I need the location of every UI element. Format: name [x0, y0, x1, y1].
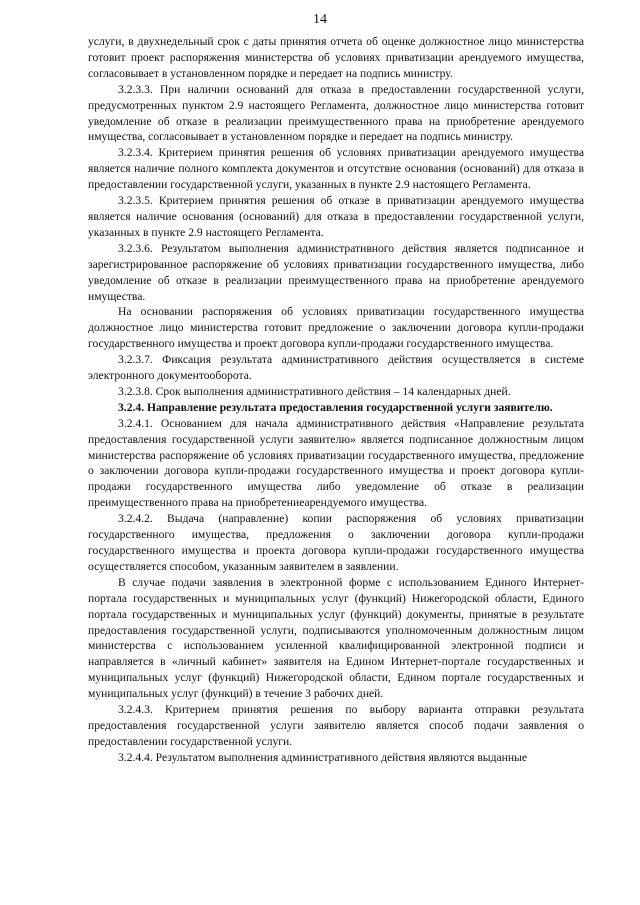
document-body: [88, 34, 584, 766]
paragraph-3-2-3-8: 3.2.3.8. Срок выполнения административного действия – 14 календарных дней.: [118, 384, 511, 398]
paragraph-3-2-4-1: 3.2.4.1. Основанием для начала административного действия «Направление результата предоставления государственной услуги заявителю» является подписанное должностным лицом министерства распоряжение об условиях приватизации государственного имущества, предложение о заключении договора купли-продажи государственного имущества и проект договора купли-продажи государственного имущества либо уведомление об отказе в реализации преимущественного права на приобретениеарендуемого имущества.: [88, 416, 584, 510]
paragraph-3-2-4-3: 3.2.4.3. Критерием принятия решения по выбору варианта отправки результата предоставления государственной услуги заявителю является способ подачи заявления о предоставлении государственной услуги.: [88, 703, 584, 748]
paragraph-basis-order: На основании распоряжения об условиях приватизации государственного имущества должностное лицо министерства готовит предложение о заключении договора купли-продажи государственного имущества и проект договора купли-продажи государственного имущества.: [88, 305, 584, 351]
paragraph-3-2-4-2: 3.2.4.2. Выдача (направление) копии распоряжения об условиях приватизации государственного имущества, предложения о заключении договора купли-продажи государственного имущества и проекта договора купли-продажи государственного имущества осуществляется способом, указанным заявителем в заявлении.: [88, 512, 584, 573]
paragraph-3-2-4-4: 3.2.4.4. Результатом выполнения административного действия являются выданные: [118, 750, 527, 764]
paragraph-3-2-3-6: 3.2.3.6. Результатом выполнения административного действия является подписанное и зарегистрированное распоряжение об условиях приватизации государственного имущества, либо уведомление об отказе в реализации преимущественного права на приобретение арендуемого имущества.: [88, 241, 584, 303]
paragraph-continuation: услуги, в двухнедельный срок с даты принятия отчета об оценке должностное лицо министерства готовит проект распоряжения министерства об условиях приватизации арендуемого имущества, согласовывает в установленном порядке и передает на подпись министру.: [88, 35, 584, 80]
paragraph-3-2-3-7: 3.2.3.7. Фиксация результата административного действия осуществляется в системе электронного документооборота.: [88, 353, 584, 383]
paragraph-3-2-3-5: 3.2.3.5. Критерием принятия решения об отказе в приватизации арендуемого имущества является наличие основания (оснований) для отказа в предоставлении государственной услуги, указанных в пункте 2.9 настоящего Регламента.: [88, 194, 584, 239]
section-heading-3-2-4: 3.2.4. Направление результата предоставления государственной услуги заявителю.: [118, 400, 553, 414]
paragraph-3-2-3-4: 3.2.3.4. Критерием принятия решения об условиях приватизации арендуемого имущества является наличие полного комплекта документов и отсутствие основания (оснований) для отказа в предоставлении государственной услуги, указанных в пункте 2.9 настоящего Регламента.: [88, 146, 584, 192]
paragraph-3-2-3-3: 3.2.3.3. При наличии оснований для отказа в предоставлении государственной услуги, предусмотренных пунктом 2.9 настоящего Регламента, должностное лицо министерства готовит уведомление об отказе в реализации преимущественного права на приобретение арендуемого имущества, согласовывает в установленном порядке и передает на подпись министру.: [88, 82, 584, 144]
page-number: 14: [313, 12, 327, 27]
paragraph-electronic-submission: В случае подачи заявления в электронной форме с использованием Единого Интернет-портала государственных и муниципальных услуг (функций) Нижегородской области, Единого портала государственных и муниципальных услуг (функций) документы, принятые в результате предоставления государственной услуги, подписываются уполномоченным должностным лицом министерства с использованием усиленной квалифицированной электронной подписи и направляется в «личный кабинет» заявителя на Едином Интернет-портале государственных и муниципальных услуг (функций) Нижегородской области, Едином портале государственных и муниципальных услуг (функций) в течение 3 рабочих дней.: [88, 575, 584, 701]
